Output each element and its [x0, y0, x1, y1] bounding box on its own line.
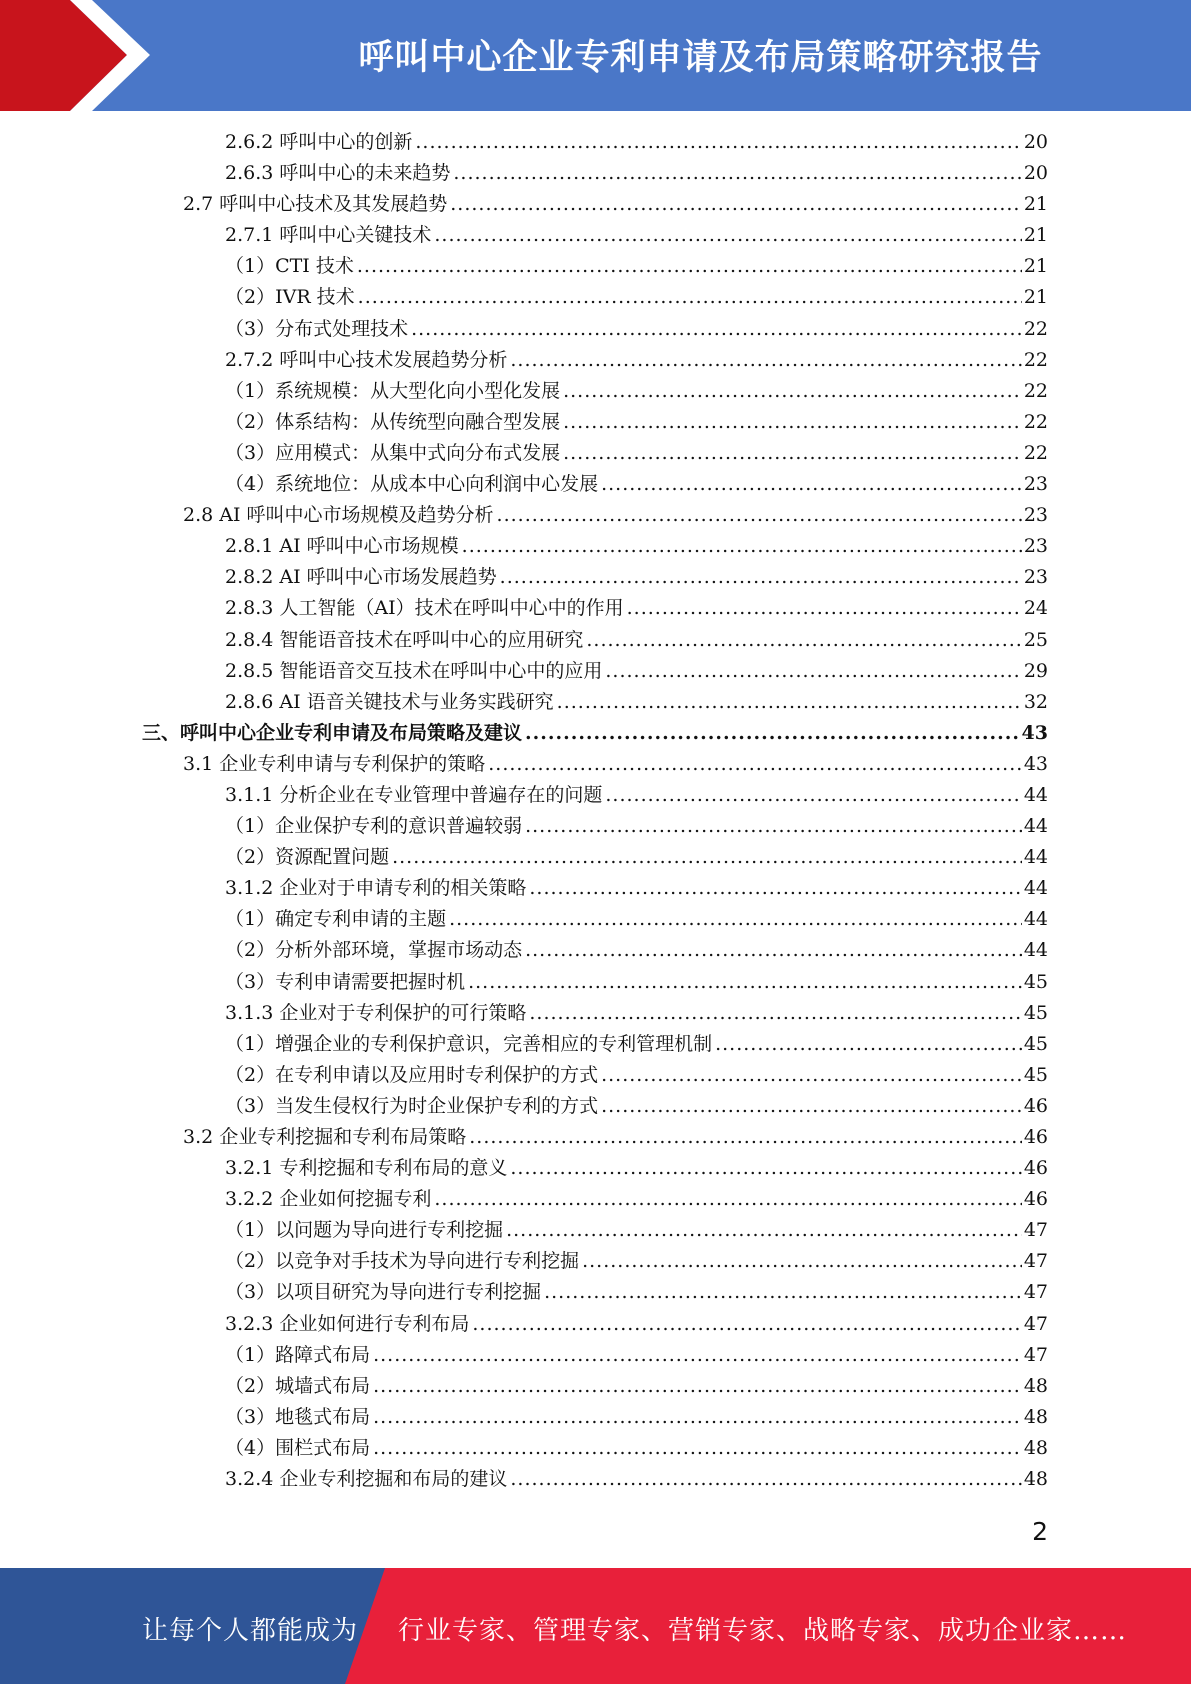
toc-dot-leader [392, 842, 1022, 873]
toc-entry[interactable] [0, 314, 1191, 345]
toc-entry[interactable] [0, 873, 1191, 904]
toc-entry-page: 47 [1023, 1281, 1048, 1304]
toc-entry-label: （3）当发生侵权行为时企业保护专利的方式 [225, 1094, 599, 1117]
toc-entry[interactable] [0, 811, 1191, 842]
toc-entry-page: 43 [1021, 721, 1048, 744]
toc-entry[interactable] [0, 1060, 1191, 1091]
toc-entry[interactable] [0, 220, 1191, 251]
toc-entry-page: 46 [1023, 1126, 1048, 1148]
toc-entry-page: 44 [1023, 846, 1048, 869]
toc-entry[interactable] [0, 625, 1191, 656]
toc-entry-label: 2.6.3 呼叫中心的未来趋势 [225, 162, 451, 185]
toc-entry[interactable] [0, 1277, 1191, 1308]
toc-entry-page: 29 [1023, 659, 1048, 682]
toc-entry-page: 45 [1023, 970, 1048, 993]
toc-entry-label: 3.2.1 专利挖掘和专利布局的意义 [225, 1157, 508, 1180]
toc-entry-label: 2.6.2 呼叫中心的创新 [225, 131, 413, 153]
toc-entry[interactable] [0, 1184, 1191, 1215]
toc-entry-page: 20 [1023, 162, 1048, 185]
toc-entry-page: 48 [1023, 1436, 1048, 1459]
toc-dot-leader [510, 345, 1021, 376]
toc-dot-leader [601, 469, 1022, 500]
table-of-contents [0, 127, 1191, 1495]
toc-entry-label: （2）以竞争对手技术为导向进行专利挖掘 [225, 1250, 580, 1273]
toc-entry-page: 46 [1023, 1094, 1048, 1117]
toc-dot-leader [582, 1246, 1022, 1277]
toc-entry-page: 20 [1023, 131, 1048, 153]
toc-entry-page: 22 [1023, 317, 1048, 340]
toc-entry[interactable] [0, 842, 1191, 873]
toc-entry-label: （2）分析外部环境，掌握市场动态 [225, 939, 523, 962]
toc-dot-leader [411, 314, 1022, 345]
toc-dot-leader [373, 1340, 1022, 1371]
toc-dot-leader [450, 189, 1022, 220]
toc-entry-page: 43 [1023, 752, 1048, 775]
toc-entry-label: （2）在专利申请以及应用时专利保护的方式 [225, 1063, 599, 1086]
header-banner [0, 0, 1191, 111]
toc-entry-label: 三、呼叫中心企业专利申请及布局策略及建议 [142, 721, 523, 744]
toc-entry-page: 46 [1023, 1188, 1048, 1211]
toc-entry-page: 21 [1023, 255, 1048, 278]
toc-dot-leader [529, 873, 1021, 904]
toc-dot-leader [434, 1184, 1021, 1215]
toc-entry-label: 2.8.5 智能语音交互技术在呼叫中心中的应用 [225, 659, 603, 682]
toc-entry[interactable] [0, 780, 1191, 811]
toc-entry[interactable] [0, 282, 1191, 313]
toc-entry[interactable] [0, 593, 1191, 624]
toc-entry[interactable] [0, 687, 1191, 718]
toc-dot-leader [715, 1029, 1022, 1060]
toc-entry-label: 3.2.2 企业如何挖掘专利 [225, 1188, 432, 1211]
toc-entry-page: 48 [1023, 1374, 1048, 1397]
toc-entry[interactable] [0, 562, 1191, 593]
toc-entry-page: 44 [1023, 939, 1048, 962]
toc-entry-page: 21 [1023, 286, 1048, 309]
toc-entry-page: 25 [1023, 628, 1048, 651]
toc-entry[interactable] [0, 1464, 1191, 1495]
toc-entry-label: 2.8.1 AI 呼叫中心市场规模 [225, 535, 459, 558]
toc-entry-label: （3）以项目研究为导向进行专利挖掘 [225, 1281, 542, 1304]
toc-dot-leader [525, 718, 1020, 749]
toc-entry-page: 21 [1023, 193, 1048, 216]
toc-entry-page: 21 [1023, 224, 1048, 247]
toc-dot-leader [601, 1060, 1022, 1091]
toc-entry-page: 47 [1023, 1312, 1048, 1335]
toc-entry-page: 44 [1023, 815, 1048, 838]
toc-entry-page: 47 [1023, 1250, 1048, 1273]
toc-entry-label: （1）CTI 技术 [225, 255, 354, 278]
toc-entry-label: （1）增强企业的专利保护意识，完善相应的专利管理机制 [225, 1032, 713, 1055]
toc-dot-leader [373, 1371, 1022, 1402]
toc-entry[interactable] [0, 1309, 1191, 1340]
toc-entry-page: 48 [1023, 1468, 1048, 1491]
toc-entry-label: 3.2.3 企业如何进行专利布局 [225, 1312, 470, 1335]
toc-entry-label: （3）专利申请需要把握时机 [225, 970, 466, 993]
toc-dot-leader [472, 1309, 1021, 1340]
toc-entry-page: 46 [1023, 1157, 1048, 1180]
toc-dot-leader [357, 251, 1022, 282]
toc-entry[interactable] [0, 1402, 1191, 1433]
toc-entry[interactable] [0, 438, 1191, 469]
toc-entry-page: 44 [1023, 877, 1048, 900]
toc-dot-leader [510, 1153, 1021, 1184]
toc-entry-label: 3.2 企业专利挖掘和专利布局策略 [183, 1126, 467, 1148]
toc-entry-page: 23 [1023, 473, 1048, 496]
toc-entry-page: 22 [1023, 441, 1048, 464]
footer-slogan-right: 行业专家、管理专家、营销专家、战略专家、成功企业家…… [398, 1616, 1128, 1646]
toc-entry-label: 3.1.2 企业对于申请专利的相关策略 [225, 877, 527, 900]
toc-entry-label: 2.8.4 智能语音技术在呼叫中心的应用研究 [225, 628, 584, 651]
toc-dot-leader [563, 376, 1022, 407]
toc-dot-leader [453, 158, 1021, 189]
toc-entry[interactable] [0, 127, 1191, 158]
toc-entry-page: 22 [1023, 348, 1048, 371]
toc-entry-page: 45 [1023, 1032, 1048, 1055]
document-title: 呼叫中心企业专利申请及布局策略研究报告 [358, 38, 1043, 78]
toc-entry-label: （1）确定专利申请的主题 [225, 908, 447, 931]
toc-entry[interactable] [0, 1029, 1191, 1060]
toc-entry[interactable] [0, 469, 1191, 500]
toc-entry[interactable] [0, 1091, 1191, 1122]
toc-entry[interactable] [0, 967, 1191, 998]
toc-entry[interactable] [0, 158, 1191, 189]
toc-entry-page: 44 [1023, 908, 1048, 931]
toc-entry[interactable] [0, 251, 1191, 282]
toc-entry-page: 47 [1023, 1343, 1048, 1366]
toc-entry-page: 23 [1023, 535, 1048, 558]
toc-entry[interactable] [0, 1433, 1191, 1464]
toc-entry-label: 2.7.2 呼叫中心技术发展趋势分析 [225, 348, 508, 371]
toc-entry-label: 3.1.1 分析企业在专业管理中普遍存在的问题 [225, 783, 603, 806]
toc-entry[interactable] [0, 718, 1191, 749]
toc-dot-leader [434, 220, 1021, 251]
toc-entry-label: （2）资源配置问题 [225, 846, 390, 869]
toc-dot-leader [506, 1215, 1022, 1246]
toc-entry-label: （1）路障式布局 [225, 1343, 371, 1366]
footer-slogan-left: 让每个人都能成为 [142, 1616, 359, 1646]
toc-entry-label: 2.7.1 呼叫中心关键技术 [225, 224, 432, 247]
toc-entry-label: 3.1.3 企业对于专利保护的可行策略 [225, 1001, 527, 1024]
toc-entry-label: 2.8.2 AI 呼叫中心市场发展趋势 [225, 566, 497, 589]
toc-dot-leader [627, 593, 1022, 624]
toc-entry-page: 32 [1023, 690, 1048, 713]
toc-dot-leader [373, 1402, 1022, 1433]
toc-entry[interactable] [0, 1371, 1191, 1402]
toc-entry[interactable] [0, 1215, 1191, 1246]
toc-entry-label: 3.2.4 企业专利挖掘和布局的建议 [225, 1468, 508, 1491]
toc-dot-leader [510, 1464, 1021, 1495]
toc-entry-label: 3.1 企业专利申请与专利保护的策略 [183, 752, 486, 775]
toc-entry-label: （3）分布式处理技术 [225, 317, 409, 340]
toc-entry-page: 47 [1023, 1219, 1048, 1242]
toc-dot-leader [586, 625, 1021, 656]
toc-entry[interactable] [0, 531, 1191, 562]
toc-entry[interactable] [0, 749, 1191, 780]
toc-entry-label: 2.8.6 AI 语音关键技术与业务实践研究 [225, 690, 554, 713]
toc-dot-leader [563, 407, 1022, 438]
toc-dot-leader [373, 1433, 1022, 1464]
toc-entry-label: （4）系统地位：从成本中心向利润中心发展 [225, 473, 599, 496]
toc-entry[interactable] [0, 345, 1191, 376]
toc-entry-label: （3）应用模式：从集中式向分布式发展 [225, 441, 561, 464]
toc-dot-leader [544, 1277, 1022, 1308]
toc-entry-label: 2.8.3 人工智能（AI）技术在呼叫中心中的作用 [225, 597, 624, 620]
toc-entry-label: （1）系统规模：从大型化向小型化发展 [225, 379, 561, 402]
toc-dot-leader [462, 531, 1022, 562]
toc-entry-label: （1）以问题为导向进行专利挖掘 [225, 1219, 504, 1242]
toc-dot-leader [497, 500, 1022, 531]
toc-entry-page: 44 [1023, 783, 1048, 806]
toc-entry[interactable] [0, 998, 1191, 1029]
toc-entry-label: （2）城墙式布局 [225, 1374, 371, 1397]
toc-entry-label: （4）围栏式布局 [225, 1436, 371, 1459]
toc-dot-leader [358, 282, 1022, 313]
toc-entry-page: 22 [1023, 379, 1048, 402]
toc-dot-leader [525, 935, 1022, 966]
toc-dot-leader [500, 562, 1022, 593]
toc-entry[interactable] [0, 1122, 1191, 1153]
page-number: 2 [1032, 1517, 1048, 1546]
toc-entry-label: （2）体系结构：从传统型向融合型发展 [225, 410, 561, 433]
toc-entry-page: 22 [1023, 410, 1048, 433]
toc-entry[interactable] [0, 1246, 1191, 1277]
toc-dot-leader [605, 656, 1021, 687]
toc-entry-page: 45 [1023, 1001, 1048, 1024]
toc-dot-leader [449, 904, 1022, 935]
toc-entry-page: 48 [1023, 1405, 1048, 1428]
toc-dot-leader [529, 998, 1021, 1029]
toc-entry[interactable] [0, 407, 1191, 438]
toc-dot-leader [557, 687, 1022, 718]
toc-entry[interactable] [0, 500, 1191, 531]
toc-entry-label: （3）地毯式布局 [225, 1405, 371, 1428]
toc-entry[interactable] [0, 1153, 1191, 1184]
toc-dot-leader [601, 1091, 1022, 1122]
toc-entry-label: （2）IVR 技术 [225, 286, 355, 309]
toc-dot-leader [469, 1122, 1022, 1153]
toc-dot-leader [605, 780, 1021, 811]
toc-entry[interactable] [0, 376, 1191, 407]
toc-dot-leader [563, 438, 1022, 469]
toc-entry-page: 23 [1023, 504, 1048, 527]
toc-entry-page: 24 [1023, 597, 1048, 620]
toc-entry-label: 2.8 AI 呼叫中心市场规模及趋势分析 [183, 504, 494, 527]
footer-banner [0, 1568, 1191, 1684]
toc-entry[interactable] [0, 1340, 1191, 1371]
toc-dot-leader [415, 127, 1021, 158]
toc-dot-leader [468, 967, 1022, 998]
toc-entry-page: 23 [1023, 566, 1048, 589]
toc-entry[interactable] [0, 935, 1191, 966]
toc-dot-leader [488, 749, 1022, 780]
toc-entry[interactable] [0, 189, 1191, 220]
toc-entry[interactable] [0, 904, 1191, 935]
toc-entry-label: 2.7 呼叫中心技术及其发展趋势 [183, 193, 448, 216]
toc-entry-page: 45 [1023, 1063, 1048, 1086]
toc-entry[interactable] [0, 656, 1191, 687]
toc-dot-leader [525, 811, 1022, 842]
toc-entry-label: （1）企业保护专利的意识普遍较弱 [225, 815, 523, 838]
